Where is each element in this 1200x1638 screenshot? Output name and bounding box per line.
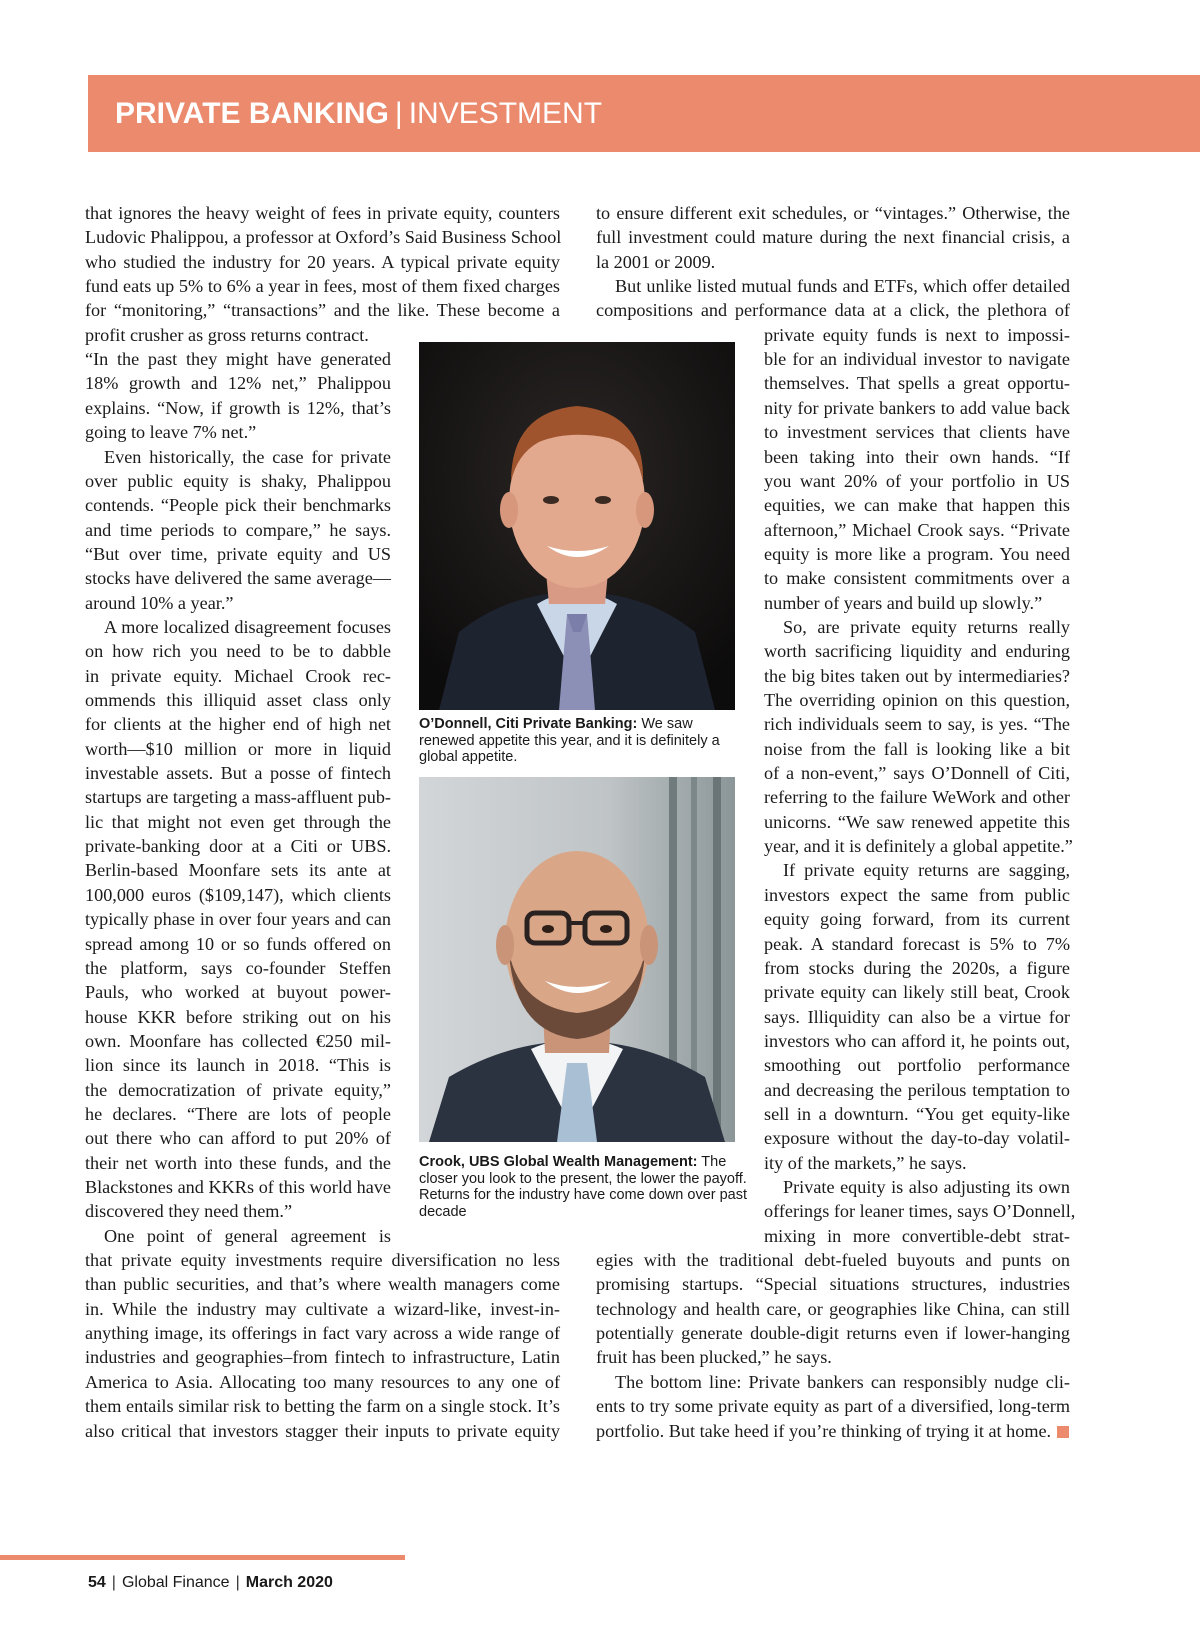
article-text-line: technology and health care, or geographies like China, can still [596,1298,1070,1319]
odonnell-caption-text: We saw renewed appetite this year, and it is definitely a global appetite. [419,716,720,765]
article-text-line: been taking into their own hands. “If [764,446,1070,467]
article-text-line: going to leave 7% net.” [85,422,257,443]
article-text-line: from stocks during the 2020s, a figure [764,957,1070,978]
article-text-line: “But over time, private equity and US [85,543,391,564]
article-text-line: that private equity investments require diversification no less [85,1250,560,1271]
article-text-line: out there who can afford to put 20% of [85,1128,391,1149]
article-text-line: to ensure different exit schedules, or “vintages.” Otherwise, the [596,203,1070,223]
crook-photo [419,777,735,1142]
article-text-line: America to Asia. Allocating too many resources to any one of [85,1371,560,1392]
article-text-line: than public securities, and that’s where wealth managers come [85,1274,560,1295]
article-text-line: noise from the fall is looking like a bit [764,738,1070,759]
article-text-line: that ignores the heavy weight of fees in private equity, counters [85,203,560,223]
section-name: PRIVATE BANKING [115,97,389,130]
page-number: 54 [88,1574,106,1591]
subsection-name: INVESTMENT [408,97,603,130]
article-text-line: private equity funds is next to impossi- [764,324,1070,345]
article-text-line: portfolio. But take heed if you’re thinking of trying it at home. [596,1419,1070,1444]
article-text-line: worth—$10 million or more in liquid [85,738,391,759]
article-text-line: profit crusher as gross returns contract. [85,324,369,345]
article-text-line: afternoon,” Michael Crook says. “Private [764,519,1070,540]
article-text-line: ble for an individual investor to navigate [764,349,1070,370]
article-text-line: la 2001 or 2009. [596,251,716,272]
article-text-line: to make consistent commitments over a [764,568,1070,589]
article-text-line: The bottom line: Private bankers can responsibly nudge cli- [615,1371,1070,1392]
page-footer [88,1572,333,1594]
article-text-line: investors expect the same from public [764,884,1070,905]
article-text-line: Blackstones and KKRs of this world have [85,1177,391,1197]
publication-name: Global Finance [121,1574,230,1591]
odonnell-caption-name: O’Donnell, Citi Private Banking: [419,716,638,732]
article-text-line: spread among 10 or so funds offered on [85,933,391,954]
article-text-line: of a non-event,” says O’Donnell of Citi, [764,763,1070,784]
article-text-line: potentially generate double-digit returns even if lower-hanging [596,1323,1070,1344]
article-text-line: ents to try some private equity as part of a diversified, long-term [596,1396,1070,1417]
article-text-line: If private equity returns are sagging, [783,860,1070,881]
article-text-line: private equity can likely still beat, Crook [764,982,1070,1003]
article-text-line: ommends this illiquid asset class only [85,690,391,710]
article-text-line: contends. “People pick their benchmarks [85,495,391,516]
article-text-line: he declares. “There are lots of people [85,1103,391,1124]
article-text-line: private-banking door at a Citi or UBS. [85,836,391,857]
crook-caption-text: The closer you look to the present, the lower the payoff. Returns for the industry have come down over past decade [419,1154,748,1220]
article-text-line: investors who can afford it, he points out, [764,1030,1070,1051]
article-text-line: Pauls, who worked at buyout power- [85,982,391,1003]
article-text-line: 100,000 euros ($109,147), which clients [85,884,391,905]
article-text-line: and time periods to compare,” he says. [85,519,391,540]
article-text-line: offerings for leaner times, says O’Donnell, [764,1201,1076,1222]
article-text-line: Berlin-based Moonfare sets its ante at [85,860,391,881]
article-text-line: So, are private equity returns really [783,616,1070,637]
issue-date: March 2020 [245,1574,333,1591]
article-text-line: One point of general agreement is [104,1225,391,1246]
article-text-line: for clients at the higher end of high net [85,714,391,735]
article-text-line: them entails similar risk to betting the farm on a single stock. It’s [85,1396,560,1417]
article-text-line: referring to the failure WeWork and other [764,787,1070,808]
article-text-line: themselves. That spells a great opportu- [764,373,1070,394]
odonnell-caption [419,716,749,766]
article-text-line: full investment could mature during the next financial crisis, a [596,227,1070,248]
header-separator: | [394,97,403,130]
article-text-line: 18% growth and 12% net,” Phalippou [85,373,391,394]
article-text-line: startups are targeting a mass-affluent pub- [85,787,391,808]
article-text-line: smoothing out portfolio performance [764,1055,1070,1076]
footer-separator: | [235,1574,240,1591]
article-text-line: you want 20% of your portfolio in US [764,470,1070,491]
article-text-line: discovered they need them.” [85,1201,293,1222]
article-text-line: But unlike listed mutual funds and ETFs, which offer detailed [615,276,1070,297]
article-text-line: promising startups. “Special situations structures, industries [596,1274,1070,1295]
article-text-line: compositions and performance data at a click, the plethora of [596,300,1070,321]
article-text-line: equity is more like a program. You need [764,543,1070,564]
article-text-line: peak. A standard forecast is 5% to 7% [764,933,1070,954]
article-text-line: in private equity. Michael Crook rec- [85,665,391,686]
article-text-line: the platform, says co-founder Steffen [85,957,391,978]
article-text-line: year, and it is definitely a global appetite.” [764,836,1073,857]
article-text-line: equities, we can make that happen this [764,495,1070,516]
crook-caption [419,1154,749,1220]
article-text-line: worth sacrificing liquidity and enduring [764,641,1070,662]
article-text-line: fund eats up 5% to 6% a year in fees, most of them fixed charges [85,276,560,297]
article-text-line: for “monitoring,” “transactions” and the like. These become a [85,300,560,321]
article-text-line: in. While the industry may cultivate a wizard-like, invest-in- [85,1298,560,1319]
article-text-line: equity going forward, from its current [764,909,1070,930]
article-text-line: their net worth into these funds, and the [85,1152,391,1173]
article-text-line: egies with the traditional debt-fueled buyouts and punts on [596,1250,1070,1271]
article-text-line: lic that might not even get through the [85,811,391,832]
article-text-line: Even historically, the case for private [104,446,391,467]
article-text-line: on how rich you need to be to dabble [85,641,391,662]
article-text-line: “In the past they might have generated [85,349,391,370]
article-text-line: investable assets. But a posse of fintech [85,763,391,784]
article-text-line: around 10% a year.” [85,592,234,613]
article-text-line: the big bites taken out by intermediaries? [764,665,1070,686]
article-text-line: and decreasing the perilous temptation to [764,1079,1070,1100]
footer-rule [0,1555,405,1560]
article-text-line: typically phase in over four years and can [85,909,391,930]
article-text-line: A more localized disagreement focuses [104,616,391,637]
section-header-title [115,92,602,136]
article-text-line: stocks have delivered the same average— [85,568,391,589]
article-text-line: fruit has been plucked,” he says. [596,1347,832,1368]
article-text-line: sell in a downturn. “You get equity-like [764,1103,1070,1124]
footer-separator: | [111,1574,116,1591]
article-text-line: number of years and build up slowly.” [764,592,1043,613]
article-text-line: The overriding opinion on this question, [764,690,1070,710]
article-text-line: industries and geographies–from fintech to infrastructure, Latin [85,1347,560,1368]
odonnell-photo [419,342,735,710]
article-text-line: says. Illiquidity can also be a virtue for [764,1006,1070,1027]
article-text-line: mixing in more convertible-debt strat- [764,1225,1070,1246]
article-text-line: nity for private bankers to add value back [764,397,1070,418]
article-text-line: over public equity is shaky, Phalippou [85,470,391,491]
article-text-line: explains. “Now, if growth is 12%, that’s [85,397,391,418]
article-text-line: exposure without the day-to-day volatil- [764,1128,1070,1149]
article-text-line: Private equity is also adjusting its own [783,1177,1070,1197]
article-text-line: own. Moonfare has collected €250 mil- [85,1030,391,1051]
article-text-line: the democratization of private equity,” [85,1079,391,1100]
article-text-line: anything image, its offerings in fact vary across a wide range of [85,1323,560,1344]
article-text-line: lion since its launch in 2018. “This is [85,1055,391,1076]
article-text-line: Ludovic Phalippou, a professor at Oxford’s Said Business School [85,227,562,248]
end-of-article-mark [1057,1426,1069,1438]
article-text-line: ity of the markets,” he says. [764,1152,967,1173]
article-text-line: to investment services that clients have [764,422,1070,443]
article-text-line: house KKR before striking out on his [85,1006,391,1027]
article-text-line: who studied the industry for 20 years. A typical private equity [85,251,560,272]
crook-caption-name: Crook, UBS Global Wealth Management: [419,1154,698,1170]
article-text-line: also critical that investors stagger their inputs to private equity [85,1420,560,1441]
article-text-line: rich individuals seem to say, is yes. “The [764,714,1070,735]
article-text-line: unicorns. “We saw renewed appetite this [764,811,1070,832]
